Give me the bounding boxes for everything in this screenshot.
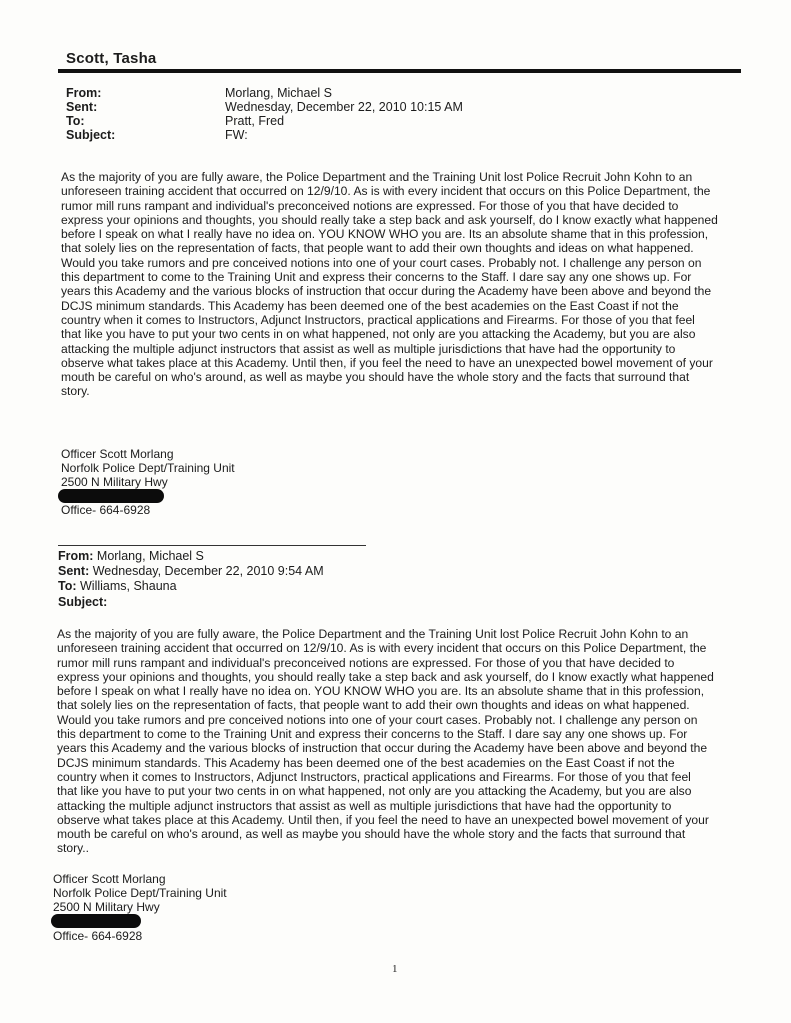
fwd-sent-value: Wednesday, December 22, 2010 9:54 AM [92,564,324,578]
body-line: attacking the multiple adjunct instructors that assist as well as multiple jurisdictions that have had the opportunity to [61,341,676,356]
body-line: DCJS minimum standards. This Academy has been deemed one of the best academies on the East Coast if not the [57,755,675,770]
body-line: mouth be careful on who's around, as well as maybe you should have the whole story and the facts that surround that [57,827,686,842]
forward-separator [58,545,366,546]
sent-value: Wednesday, December 22, 2010 10:15 AM [225,100,463,114]
body-line: that solely lies on the representation of facts, that people want to add their own thoughts and ideas on what happened. [57,698,690,713]
fwd-to-label: To: [58,579,77,593]
body-line: country when it comes to Instructors, Adjunct Instructors, practical applications and Firearms. For those of you that feel [61,312,695,327]
body-line: DCJS minimum standards. This Academy has been deemed one of the best academies on the East Coast if not the [61,298,679,313]
subject-value: FW: [225,128,248,142]
body-line: years this Academy and the various blocks of instruction that occur during the Academy have been above and beyond the [57,741,708,756]
body-line: observe what takes place at this Academy. Until then, if you feel the need to have an unexpected bowel movement of your [57,812,709,827]
body-line: express your opinions and thoughts, you should really take a step back and ask yourself, do I know exactly what happened [57,669,714,684]
fwd-subject-row [58,595,107,611]
body-line: Would you take rumors and pre conceived notions into one of your court cases. Probably not. I challenge any person on [57,712,698,727]
page-number: 1 [392,963,398,975]
fwd-sent-label: Sent: [58,564,90,578]
body-line: that like you have to put your two cents in on what happened, not only are you attacking the Academy, but you are also [61,327,696,342]
body-line: attacking the multiple adjunct instructors that assist as well as multiple jurisdictions that have had the opportunity to [57,798,672,813]
subject-label: Subject: [66,128,116,142]
body-line: before I speak on what I really have no idea on. YOU KNOW WHO you are. Its an absolute shame that in this profession, [61,227,709,242]
fwd-from-row [58,549,204,565]
body-line: before I speak on what I really have no idea on. YOU KNOW WHO you are. Its an absolute shame that in this profession, [57,684,705,699]
message-body-2 [57,627,751,856]
body-line: unforeseen training accident that occurred on 12/9/10. As is with every incident that occurs on this Police Department, the [61,184,711,199]
body-line: mouth be careful on who's around, as well as maybe you should have the whole story and the facts that surround that [61,370,690,385]
mailbox-owner-name: Scott, Tasha [66,50,157,67]
body-line: As the majority of you are fully aware, the Police Department and the Training Unit lost Police Recruit John Kohn to an [61,170,693,184]
body-line: story. [61,384,90,399]
signature-office-phone: Office- 664-6928 [53,929,143,943]
signature-unit: Norfolk Police Dept/Training Unit [61,461,235,475]
from-value: Morlang, Michael S [225,86,332,100]
body-line: story.. [57,841,90,856]
body-line: rumor mill runs rampant and individual's preconceived notions are expressed. For those of you that have decided to [57,655,675,670]
body-line: As the majority of you are fully aware, the Police Department and the Training Unit lost Police Recruit John Kohn to an [57,627,689,641]
to-label: To: [66,114,85,128]
body-line: country when it comes to Instructors, Adjunct Instructors, practical applications and Firearms. For those of you that feel [57,769,691,784]
signature-name: Officer Scott Morlang [53,872,166,886]
signature-unit: Norfolk Police Dept/Training Unit [53,886,227,900]
fwd-subject-label: Subject: [58,595,108,609]
body-line: that solely lies on the representation of facts, that people want to add their own thoughts and ideas on what happened. [61,241,694,256]
redaction-bar [51,914,141,928]
fwd-to-row [58,579,177,595]
body-line: this department to come to the Training Unit and express their concerns to the Staff. I dare say any one shows up. For [61,270,692,285]
fwd-from-label: From: [58,549,94,563]
body-line: express your opinions and thoughts, you should really take a step back and ask yourself, do I know exactly what happened [61,212,718,227]
signature-address: 2500 N Military Hwy [53,900,160,914]
body-line: unforeseen training accident that occurred on 12/9/10. As is with every incident that occurs on this Police Department, the [57,641,707,656]
signature-name: Officer Scott Morlang [61,447,174,461]
body-line: this department to come to the Training Unit and express their concerns to the Staff. I dare say any one shows up. For [57,727,688,742]
signature-office-phone: Office- 664-6928 [61,503,151,517]
body-line: that like you have to put your two cents in on what happened, not only are you attacking the Academy, but you are also [57,784,692,799]
fwd-sent-row [58,564,324,580]
header-rule [58,69,741,73]
body-line: rumor mill runs rampant and individual's preconceived notions are expressed. For those of you that have decided to [61,198,679,213]
body-line: observe what takes place at this Academy. Until then, if you feel the need to have an unexpected bowel movement of your [61,355,713,370]
body-line: Would you take rumors and pre conceived notions into one of your court cases. Probably not. I challenge any person on [61,255,702,270]
message-body-1 [61,170,751,399]
to-value: Pratt, Fred [225,114,285,128]
body-line: years this Academy and the various blocks of instruction that occur during the Academy have been above and beyond the [61,284,712,299]
fwd-from-value: Morlang, Michael S [96,549,204,563]
sent-label: Sent: [66,100,98,114]
from-label: From: [66,86,102,100]
redaction-bar [58,489,164,503]
fwd-to-value: Williams, Shauna [80,579,177,593]
signature-address: 2500 N Military Hwy [61,475,168,489]
